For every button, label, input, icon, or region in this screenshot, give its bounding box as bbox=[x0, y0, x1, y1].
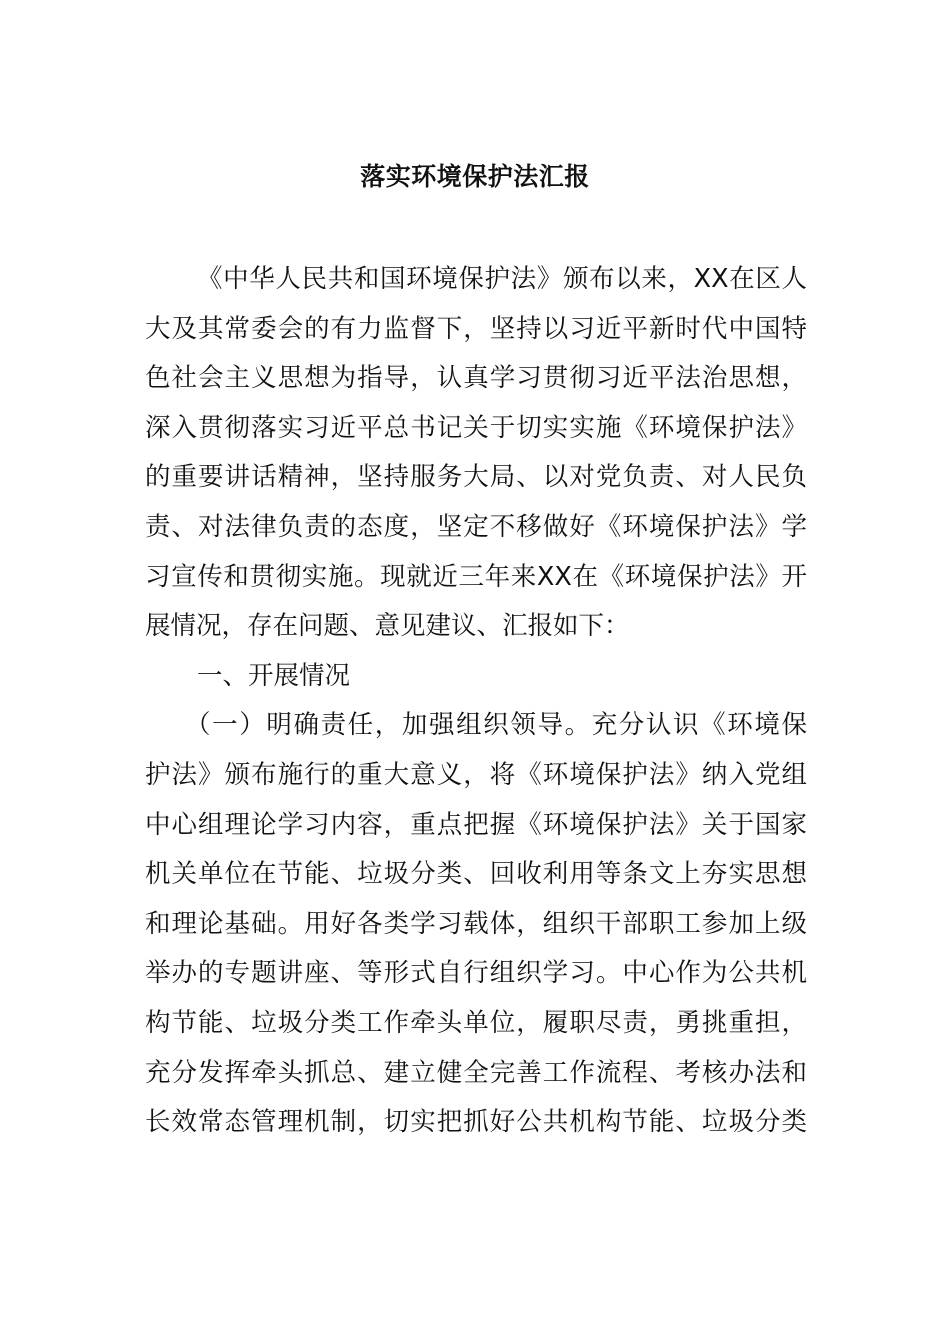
paragraph-1-line-5: 的重要讲话精神，坚持服务大局、以对党负责、对人民负 bbox=[145, 462, 807, 493]
paragraph-2-line-5: 和理论基础。用好各类学习载体，组织干部职工参加上级 bbox=[145, 908, 807, 939]
paragraph-1-line-1: 《中华人民共和国环境保护法》颁布以来，XX在区人 bbox=[197, 264, 807, 294]
paragraph-2-line-4: 机关单位在节能、垃圾分类、回收利用等条文上夯实思想 bbox=[145, 859, 807, 890]
paragraph-1-line-8: 展情况，存在问题、意见建议、汇报如下： bbox=[145, 611, 630, 642]
paragraph-1-line-7: 习宣传和贯彻实施。现就近三年来XX在《环境保护法》开 bbox=[145, 561, 807, 592]
paragraph-2-line-9: 长效常态管理机制，切实把抓好公共机构节能、垃圾分类 bbox=[145, 1107, 807, 1138]
paragraph-1-line-3: 色社会主义思想为指导，认真学习贯彻习近平法治思想， bbox=[145, 363, 807, 394]
paragraph-2-line-1: （一）明确责任，加强组织领导。充分认识《环境保 bbox=[185, 710, 807, 741]
paragraph-1-line-2: 大及其常委会的有力监督下，坚持以习近平新时代中国特 bbox=[145, 313, 807, 344]
document-body bbox=[145, 255, 807, 1148]
paragraph-2-line-2: 护法》颁布施行的重大意义，将《环境保护法》纳入党组 bbox=[145, 759, 807, 790]
section-heading: 一、开展情况 bbox=[197, 660, 351, 691]
paragraph-2-line-6: 举办的专题讲座、等形式自行组织学习。中心作为公共机 bbox=[145, 958, 807, 989]
paragraph-2-line-8: 充分发挥牵头抓总、建立健全完善工作流程、考核办法和 bbox=[145, 1057, 807, 1088]
paragraph-1-line-6: 责、对法律负责的态度，坚定不移做好《环境保护法》学 bbox=[145, 511, 807, 542]
paragraph-2-line-3: 中心组理论学习内容，重点把握《环境保护法》关于国家 bbox=[145, 809, 807, 840]
paragraph-1-line-4: 深入贯彻落实习近平总书记关于切实实施《环境保护法》 bbox=[145, 412, 807, 443]
paragraph-2-line-7: 构节能、垃圾分类工作牵头单位，履职尽责，勇挑重担， bbox=[145, 1007, 807, 1038]
document-title: 落实环境保护法汇报 bbox=[360, 162, 590, 191]
